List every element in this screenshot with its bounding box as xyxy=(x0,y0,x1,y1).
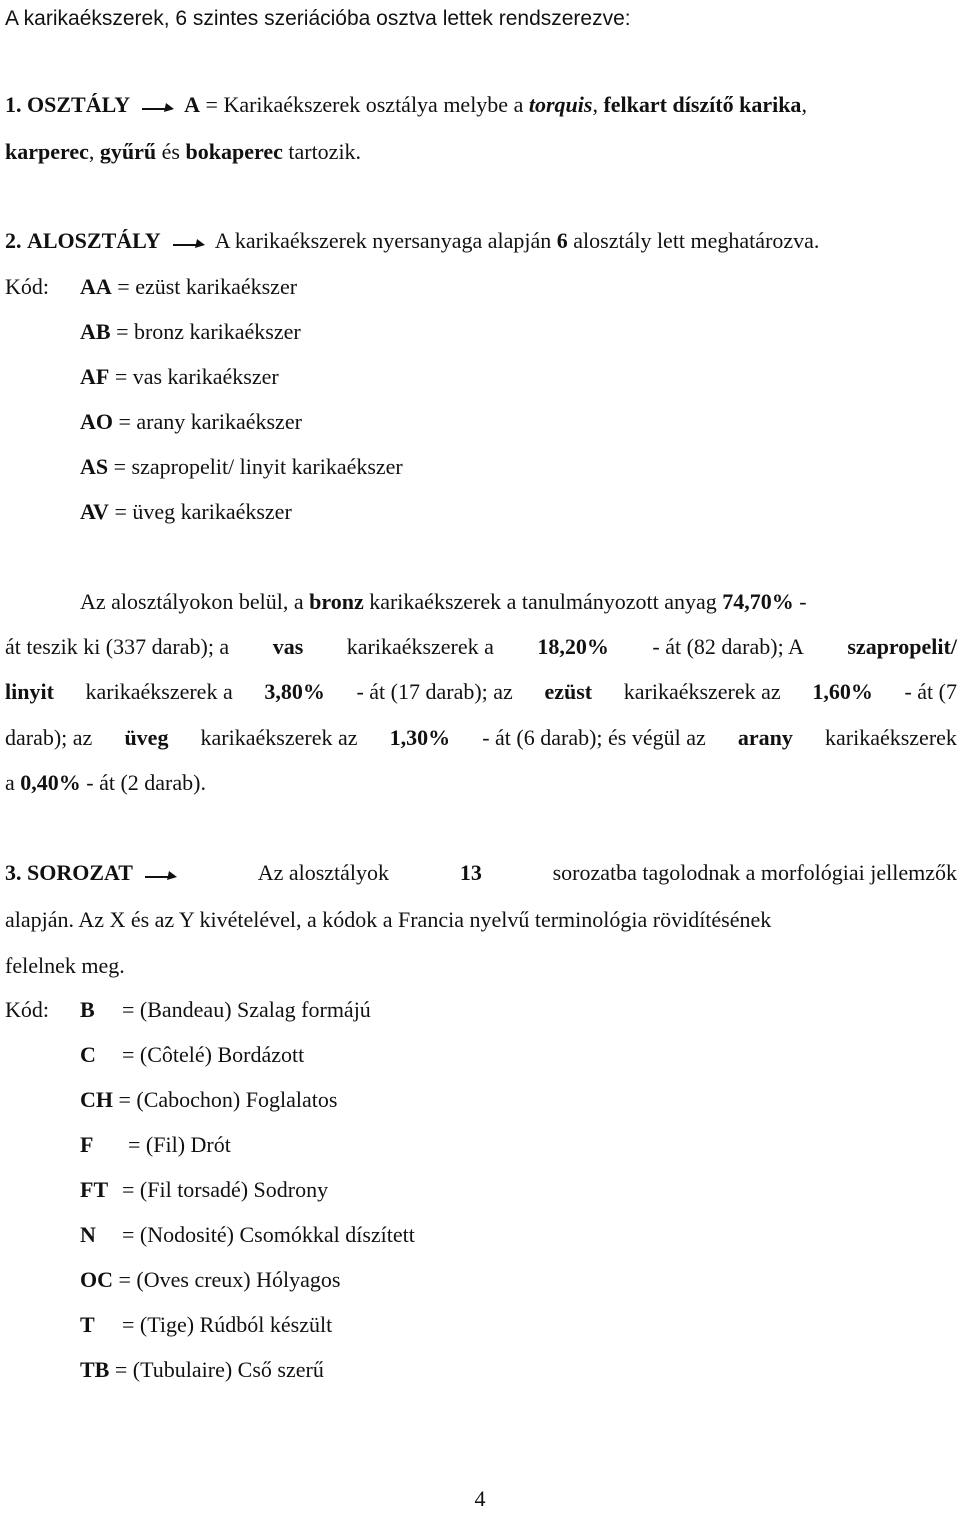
section2-heading xyxy=(5,226,819,256)
term-bokaperec: bokaperec xyxy=(185,139,283,164)
code-desc: = (Bandeau) Szalag formájú xyxy=(122,997,371,1022)
code: TB xyxy=(80,1357,110,1382)
stats-text: karikaékszerek a tanulmányozott anyag xyxy=(369,589,717,614)
code-item xyxy=(80,272,297,302)
stats-text: darab); az xyxy=(5,725,93,750)
term-gyuru: gyűrű xyxy=(99,139,157,164)
code-item xyxy=(80,1355,324,1385)
code-item xyxy=(80,995,371,1025)
code-item xyxy=(80,1040,304,1070)
stats-text: át teszik ki (337 darab); a xyxy=(5,634,230,659)
code-item xyxy=(80,1265,340,1295)
code-item xyxy=(80,362,279,392)
intro-text: A karikaékszerek, 6 szintes szeriációba osztva lettek rendszerezve: xyxy=(5,7,631,30)
es-text: és xyxy=(161,139,180,164)
comma: , xyxy=(88,139,95,164)
code-desc: = (Fil torsadé) Sodrony xyxy=(122,1177,329,1202)
section3-count: 13 xyxy=(459,860,482,885)
section3-line2: alapján. Az X és az Y kivételével, a kódok a Francia nyelvű terminológia rövidítésének xyxy=(5,907,772,932)
section2-text1: A karikaékszerek nyersanyaga alapján xyxy=(214,228,552,253)
stats-text: karikaékszerek a xyxy=(346,634,494,659)
stats-uveg-pct: 1,30% xyxy=(389,725,451,750)
comma: , xyxy=(801,92,807,117)
section2-number: 2. xyxy=(5,228,22,253)
stats-linyit: linyit xyxy=(5,679,54,704)
code: AV xyxy=(80,499,109,524)
stats-line5 xyxy=(5,768,206,798)
section3-text1: Az alosztályok xyxy=(257,860,390,885)
kod-label: Kód: xyxy=(5,274,49,299)
code-item xyxy=(80,317,301,347)
code-desc: = arany karikaékszer xyxy=(118,409,302,434)
term-torquis: torquis xyxy=(528,92,593,117)
code-item xyxy=(80,1220,415,1250)
stats-text: karikaékszerek az xyxy=(623,679,781,704)
section3-line3: felelnek meg. xyxy=(5,953,125,978)
stats-text: karikaékszerek xyxy=(825,725,957,750)
section2-text2: alosztály lett meghatározva. xyxy=(573,228,820,253)
code: B xyxy=(80,997,95,1022)
section2-title: ALOSZTÁLY xyxy=(27,228,161,253)
code: CH xyxy=(80,1087,113,1112)
kod-label: Kód: xyxy=(5,997,49,1022)
code: AO xyxy=(80,409,113,434)
code-item xyxy=(80,452,403,482)
code: AF xyxy=(80,364,110,389)
code-item xyxy=(80,407,302,437)
stats-vas: vas xyxy=(272,634,304,659)
tartozik-text: tartozik. xyxy=(288,139,362,164)
code: AA xyxy=(80,274,112,299)
code-desc: = bronz karikaékszer xyxy=(116,319,301,344)
stats-text: - át (7 xyxy=(904,679,957,704)
arrow-right-icon xyxy=(140,99,178,115)
section3-text2: sorozatba tagolodnak a morfológiai jellemzők xyxy=(552,860,957,885)
code: OC xyxy=(80,1267,113,1292)
code-desc: = ezüst karikaékszer xyxy=(117,274,298,299)
code-desc: = (Tige) Rúdból készült xyxy=(122,1312,333,1337)
section1-line1 xyxy=(5,90,807,120)
stats-uveg: üveg xyxy=(124,725,169,750)
section1-line2 xyxy=(5,137,361,167)
code: AS xyxy=(80,454,109,479)
stats-ezust-pct: 1,60% xyxy=(812,679,873,704)
code: AB xyxy=(80,319,111,344)
stats-line4 xyxy=(5,723,957,753)
arrow-right-icon xyxy=(143,867,181,883)
section3-number: 3. xyxy=(5,860,22,885)
stats-szapropelit: szapropelit/ xyxy=(847,634,957,659)
stats-text: a xyxy=(5,770,15,795)
stats-szap-pct: 3,80% xyxy=(264,679,325,704)
code-item xyxy=(80,1310,332,1340)
stats-ezust: ezüst xyxy=(544,679,593,704)
stats-text: Az alosztályokon belül, a xyxy=(80,589,304,614)
stats-text: - át (2 darab). xyxy=(86,770,206,795)
stats-text: - át (82 darab); A xyxy=(652,634,804,659)
section2-count: 6 xyxy=(556,228,568,253)
section3-title: SOROZAT xyxy=(27,860,133,885)
term-felkart: felkart díszítő karika xyxy=(603,92,802,117)
stats-arany: arany xyxy=(737,725,793,750)
section1-title: OSZTÁLY xyxy=(27,92,131,117)
stats-arany-pct: 0,40% xyxy=(20,770,81,795)
comma: , xyxy=(592,92,598,117)
section3-heading xyxy=(5,858,957,888)
stats-text: - xyxy=(799,589,807,614)
code: N xyxy=(80,1222,96,1247)
arrow-right-icon xyxy=(171,235,209,251)
code-item xyxy=(80,1175,328,1205)
section1-code: A xyxy=(184,92,201,117)
term-karperec: karperec xyxy=(5,139,89,164)
code: F xyxy=(80,1132,94,1157)
stats-line3 xyxy=(5,677,957,707)
code: FT xyxy=(80,1177,109,1202)
code: T xyxy=(80,1312,95,1337)
code-desc: = üveg karikaékszer xyxy=(114,499,292,524)
code-item xyxy=(80,497,292,527)
code: C xyxy=(80,1042,96,1067)
section1-eq: = xyxy=(205,92,218,117)
stats-text: karikaékszerek az xyxy=(200,725,358,750)
code-desc: = (Nodosité) Csomókkal díszített xyxy=(122,1222,415,1247)
stats-text: - át (6 darab); és végül az xyxy=(482,725,706,750)
section1-number: 1. xyxy=(5,92,22,117)
code-desc: = (Tubulaire) Cső szerű xyxy=(114,1357,324,1382)
stats-line2 xyxy=(5,632,957,662)
code-item xyxy=(80,1130,231,1160)
stats-vas-pct: 18,20% xyxy=(537,634,609,659)
section1-text: Karikaékszerek osztálya melybe a xyxy=(223,92,524,117)
stats-text: karikaékszerek a xyxy=(85,679,233,704)
code-desc: = (Fil) Drót xyxy=(128,1132,231,1157)
code-item xyxy=(80,1085,337,1115)
code-desc: = (Cabochon) Foglalatos xyxy=(118,1087,338,1112)
code-desc: = (Côtelé) Bordázott xyxy=(122,1042,305,1067)
stats-line1 xyxy=(80,587,807,617)
code-desc: = vas karikaékszer xyxy=(114,364,279,389)
page-number: 4 xyxy=(474,1486,486,1511)
stats-bronz-pct: 74,70% xyxy=(722,589,794,614)
code-desc: = (Oves creux) Hólyagos xyxy=(118,1267,341,1292)
stats-bronz: bronz xyxy=(309,589,364,614)
code-desc: = szapropelit/ linyit karikaékszer xyxy=(113,454,403,479)
stats-text: - át (17 darab); az xyxy=(356,679,513,704)
